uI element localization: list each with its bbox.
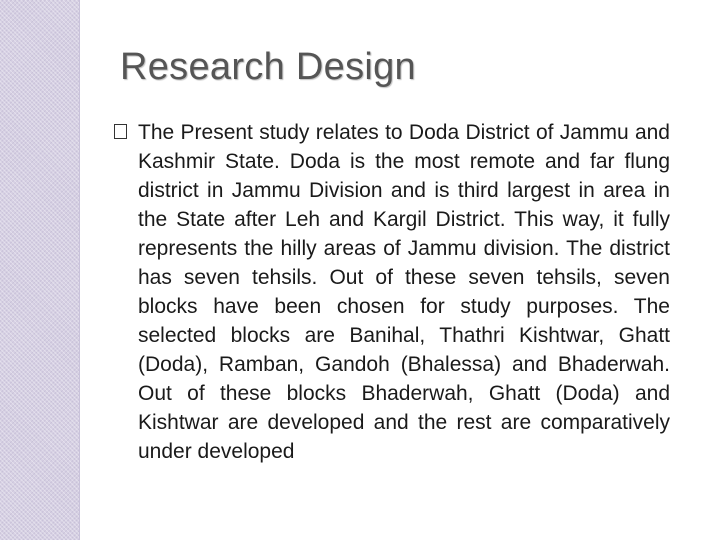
side-band-edge bbox=[79, 0, 80, 540]
bullet-point bbox=[114, 118, 670, 466]
slide-title: Research Design bbox=[120, 46, 416, 88]
decorative-side-band bbox=[0, 0, 79, 540]
slide-body bbox=[114, 118, 670, 466]
bullet-text: The Present study relates to Doda District of Jammu and Kashmir State. Doda is the most remote and far flung district in Jammu Division and is third largest in area in the State after Leh and Kargil District. This way, it fully represents the hilly areas of Jammu division. The district has seven tehsils. Out of these seven tehsils, seven blocks have been chosen for study purposes. The selected blocks are Banihal, Thathri Kishtwar, Ghatt (Doda), Ramban, Gandoh (Bhalessa) and Bhaderwah. Out of these blocks Bhaderwah, Ghatt (Doda) and Kishtwar are developed and the rest are comparatively under developed bbox=[138, 121, 670, 463]
box-bullet-icon bbox=[114, 124, 127, 139]
